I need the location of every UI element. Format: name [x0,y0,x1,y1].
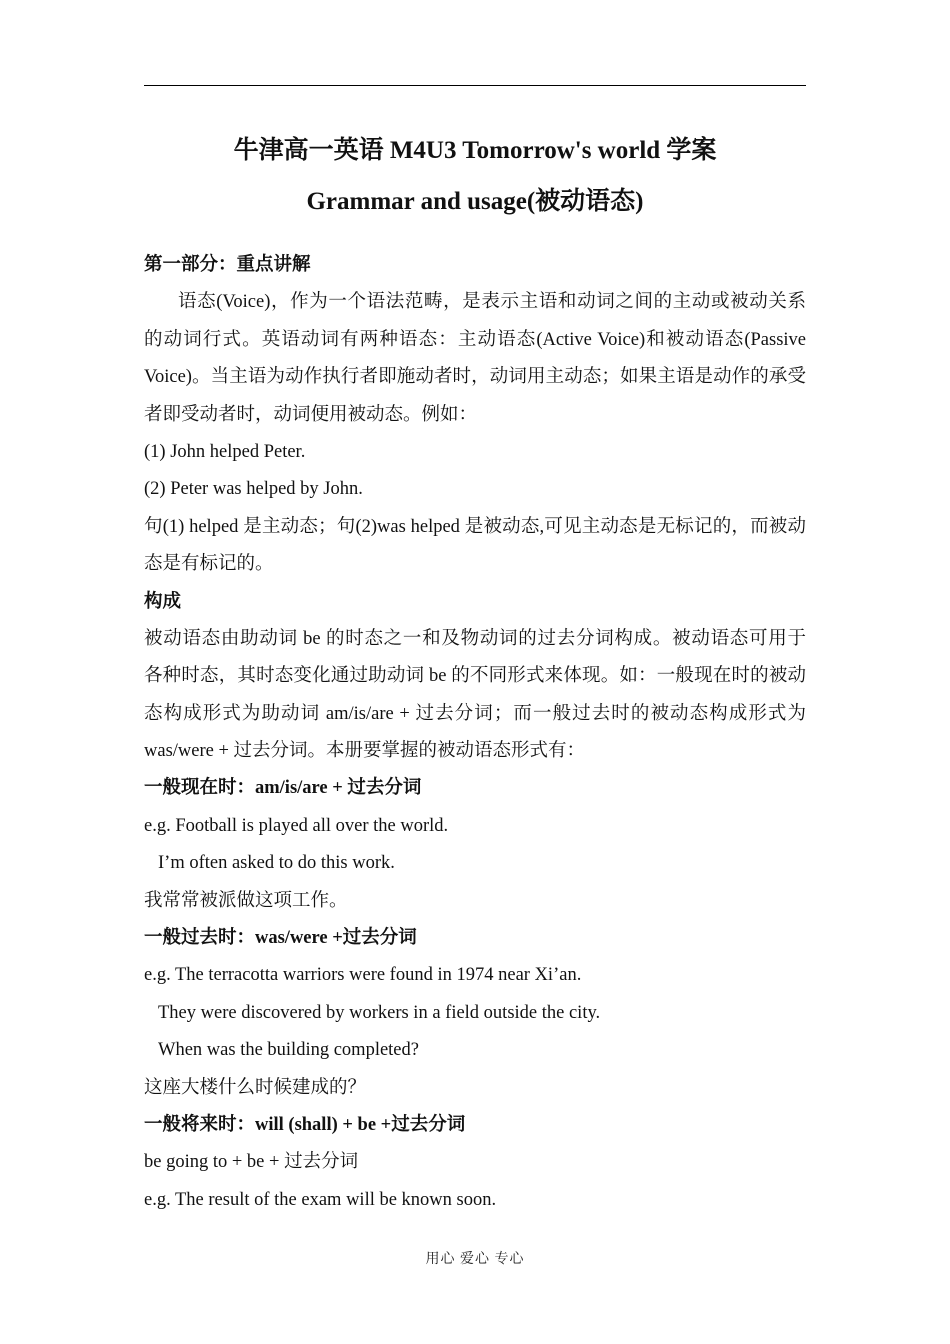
text-line: 者即受动者时，动词便用被动态。例如： [144,404,478,425]
page-title: 牛津高一英语 M4U3 Tomorrow's world 学案 [233,137,717,164]
text-line: 我常常被派做这项工作。 [144,890,348,911]
text-line: e.g. The terracotta warriors were found in 1974 near Xi’an. [144,965,582,986]
text-line: 各种时态，其时态变化通过助动词 be 的不同形式来体现。如：一般现在时的被动 [144,666,806,687]
text-line: 句(1) helped 是主动态；句(2)was helped 是被动态,可见主动态是无标记的，而被动 [144,516,806,537]
text-line: (2) Peter was helped by John. [144,479,363,500]
text-line: (1) John helped Peter. [144,441,306,462]
text-line: 被动语态由助动词 be 的时态之一和及物动词的过去分词构成。被动语态可用于 [144,628,806,649]
text-line: I’m often asked to do this work. [158,853,395,874]
text-line: 态是有标记的。 [144,554,274,575]
section-heading: 一般将来时：will (shall) + be +过去分词 [144,1114,466,1135]
section-heading: 第一部分：重点讲解 [144,255,311,275]
section-heading: 构成 [144,591,182,612]
text-line: 语态(Voice)，作为一个语法范畴，是表示主语和动词之间的主动或被动关系 [178,292,806,313]
text-line: They were discovered by workers in a field outside the city. [158,1002,601,1023]
text-line: 态构成形式为助动词 am/is/are + 过去分词；而一般过去时的被动态构成形式为 [144,703,806,724]
body-text [144,247,806,1219]
section-heading: 一般现在时：am/is/are + 过去分词 [144,778,422,799]
text-line: When was the building completed? [158,1040,419,1061]
text-line: be going to + be + 过去分词 [144,1152,359,1173]
text-line: was/were + 过去分词。本册要掌握的被动语态形式有： [144,741,586,762]
text-line: e.g. The result of the exam will be known soon. [144,1189,497,1210]
section-heading: 一般过去时：was/were +过去分词 [144,928,417,949]
header-rule [144,85,806,86]
text-line: e.g. Football is played all over the world. [144,815,449,836]
page-footer: 用心 爱心 专心 [425,1252,525,1267]
text-line: 的动词行式。英语动词有两种语态：主动语态(Active Voice)和被动语态(Passive [144,329,806,350]
page-subtitle: Grammar and usage(被动语态) [306,188,644,215]
text-line: 这座大楼什么时候建成的？ [144,1077,367,1098]
text-line: Voice)。当主语为动作执行者即施动者时，动词用主动态；如果主语是动作的承受 [144,367,806,388]
